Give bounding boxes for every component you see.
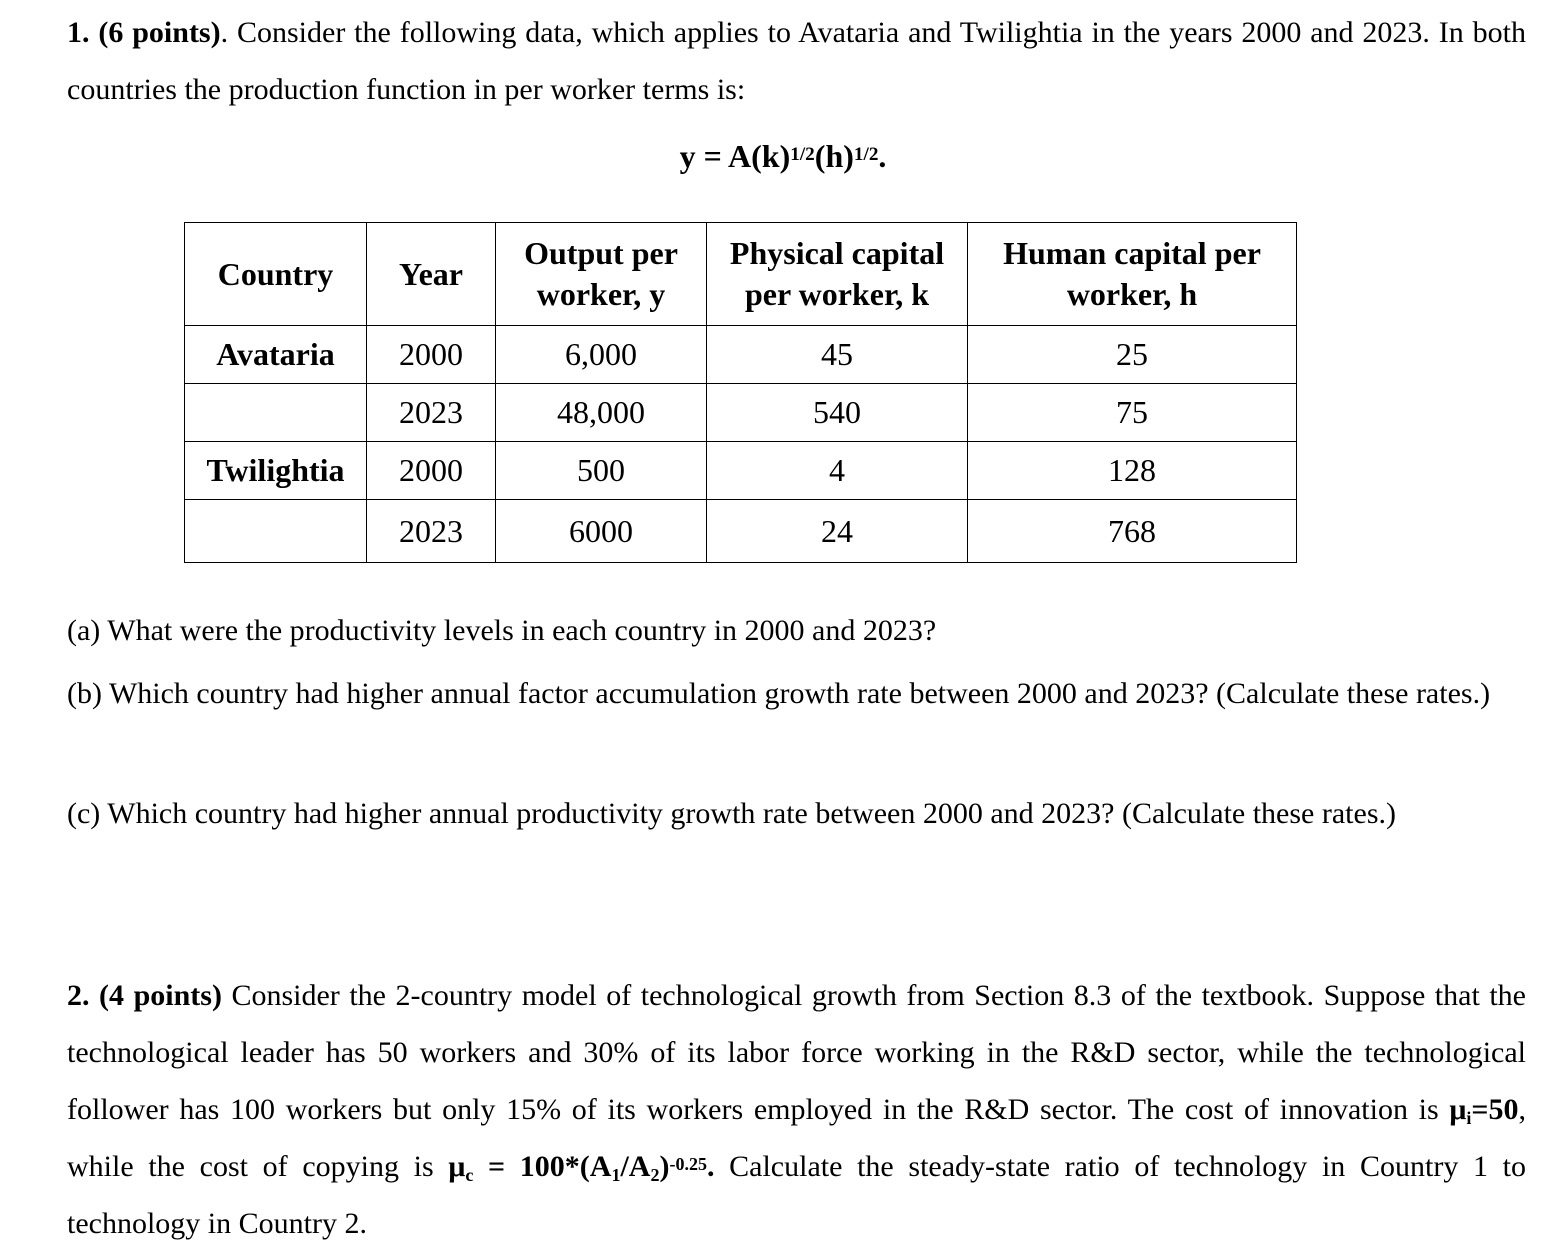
copying-cost-formula: $\mu_c = 100*(A_1/A_2)^{-0.25}$. xyxy=(448,1150,715,1185)
header-human-capital: Human capital per worker, h xyxy=(968,223,1297,326)
cell-output: 6,000 xyxy=(496,326,707,384)
cell-year: 2000 xyxy=(367,442,496,500)
table-row xyxy=(185,384,1297,442)
header-country: Country xyxy=(185,223,367,326)
cell-output: 6000 xyxy=(496,500,707,563)
question-2-points: (4 points) xyxy=(99,979,222,1012)
cell-physical-capital: 24 xyxy=(707,500,968,563)
cell-physical-capital: 45 xyxy=(707,326,968,384)
question-1-text: . Consider the following data, which applies to Avataria and Twilightia in the years 2000 and 2023. In both countries the production function in per worker terms is: xyxy=(67,16,1527,106)
table-row xyxy=(185,326,1297,384)
question-1-intro xyxy=(67,4,1526,118)
cell-physical-capital: 4 xyxy=(707,442,968,500)
cell-country: Twilightia xyxy=(185,442,367,500)
cell-output: 500 xyxy=(496,442,707,500)
question-2-number: 2. xyxy=(67,979,90,1012)
innovation-cost: $\mu_i=50$ xyxy=(1449,1093,1519,1128)
question-1c: (c) Which country had higher annual productivity growth rate between 2000 and 2023? (Calculate these rates.) xyxy=(67,797,1396,830)
cell-output: 48,000 xyxy=(496,384,707,442)
cell-year: 2023 xyxy=(367,500,496,563)
cell-country: Avataria xyxy=(185,326,367,384)
question-2: 2. (4 points) Consider the 2-country model of technological growth from Section 8.3 of the textbook. Suppose that the technological leader has 50 workers and 30% of its labor force working in the R&D sector, while the technological follower has 100 workers but only 15% of its workers employed in the R&D sector. The cost of innovation is $\mu_i=50$, while the cost of copying is $\mu_c = 100*(A_1/A_2)^{-0.25}$. Calculate the steady-state ratio of technology in Country 1 to technology in Country 2. xyxy=(67,979,1527,1240)
question-1-points: (6 points) xyxy=(98,16,221,49)
table-row xyxy=(185,442,1297,500)
cell-country xyxy=(185,384,367,442)
cell-year: 2023 xyxy=(367,384,496,442)
cell-human-capital: 75 xyxy=(968,384,1297,442)
cell-year: 2000 xyxy=(367,326,496,384)
question-1-number: 1. xyxy=(67,16,90,49)
data-table xyxy=(184,222,1297,563)
question-1a: (a) What were the productivity levels in each country in 2000 and 2023? xyxy=(67,614,937,647)
cell-human-capital: 25 xyxy=(968,326,1297,384)
table-header-row xyxy=(185,223,1297,326)
table-row xyxy=(185,500,1297,563)
production-function-equation: $y = A(k)^{1/2}(h)^{1/2}$. xyxy=(679,138,887,174)
header-output: Output per worker, y xyxy=(496,223,707,326)
cell-human-capital: 768 xyxy=(968,500,1297,563)
cell-human-capital: 128 xyxy=(968,442,1297,500)
header-physical-capital: Physical capital per worker, k xyxy=(707,223,968,326)
cell-physical-capital: 540 xyxy=(707,384,968,442)
question-1b: (b) Which country had higher annual factor accumulation growth rate between 2000 and 2023? (Calculate these rates.) xyxy=(67,677,1491,710)
cell-country xyxy=(185,500,367,563)
header-year: Year xyxy=(367,223,496,326)
